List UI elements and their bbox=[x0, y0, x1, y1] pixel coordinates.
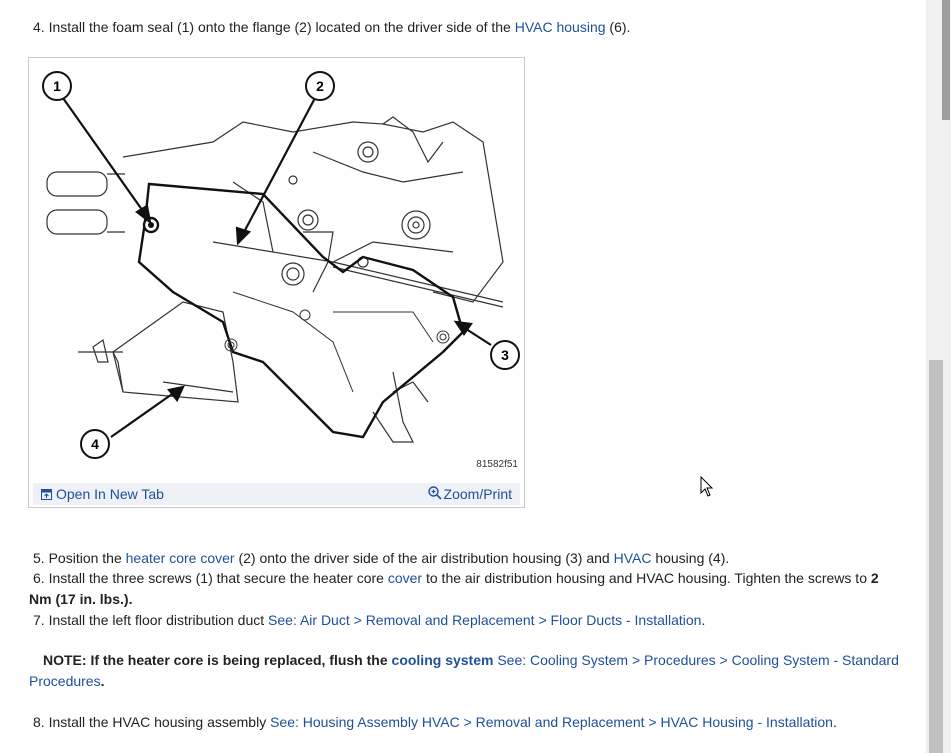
torque-value: 2 bbox=[870, 570, 879, 586]
step-4 bbox=[33, 18, 630, 36]
step-8 bbox=[33, 713, 837, 731]
step-number: 7. bbox=[33, 612, 45, 628]
note-continued bbox=[29, 672, 104, 690]
callout-4 bbox=[81, 430, 109, 458]
note-text: NOTE: If the heater core is being replaced, flush the bbox=[43, 652, 392, 668]
step-text: housing (4). bbox=[651, 550, 730, 566]
step-number: 5. bbox=[33, 550, 45, 566]
step-6 bbox=[33, 569, 879, 587]
air-duct-link[interactable]: See: Air Duct > Removal and Replacement > Floor Ducts - Installation bbox=[268, 612, 702, 628]
cooling-system-procedures-link[interactable]: See: Cooling System > Procedures > Cooling System - Standard bbox=[497, 652, 899, 668]
zoom-print-label: Zoom/Print bbox=[443, 486, 512, 502]
step-6-continued bbox=[29, 590, 132, 608]
step-text: to the air distribution housing and HVAC housing. Tighten the screws to bbox=[422, 570, 871, 586]
step-5 bbox=[33, 549, 729, 567]
callout-2 bbox=[306, 72, 334, 100]
figure-id: 81582f51 bbox=[476, 459, 518, 470]
note-text: . bbox=[100, 673, 105, 689]
step-number: 8. bbox=[33, 714, 45, 730]
callout-3 bbox=[491, 341, 519, 369]
step-7 bbox=[33, 611, 705, 629]
scrollbar-upper bbox=[942, 0, 950, 120]
note bbox=[43, 651, 899, 669]
hvac-link[interactable]: HVAC bbox=[613, 550, 652, 566]
hvac-diagram bbox=[33, 62, 520, 482]
callout-1 bbox=[43, 72, 71, 100]
step-text: . bbox=[701, 612, 706, 628]
step-text: Install the left floor distribution duct bbox=[48, 612, 269, 628]
callout-4-label: 4 bbox=[91, 436, 99, 452]
open-in-new-tab-button[interactable] bbox=[41, 486, 164, 502]
figure-toolbar bbox=[33, 483, 520, 505]
cover-link[interactable]: cover bbox=[387, 570, 423, 586]
torque-value-continued: Nm (17 in. lbs.) bbox=[29, 591, 129, 607]
step-text: Install the HVAC housing assembly bbox=[48, 714, 271, 730]
heater-core-cover-link[interactable]: heater core cover bbox=[125, 550, 235, 566]
open-in-new-tab-icon bbox=[41, 489, 52, 500]
mouse-pointer-icon bbox=[700, 476, 714, 498]
hvac-housing-link[interactable]: HVAC housing bbox=[514, 19, 606, 35]
step-text: Install the foam seal (1) onto the flange (2) located on the driver side of the bbox=[48, 19, 515, 35]
step-number: 6. bbox=[33, 570, 45, 586]
cooling-system-procedures-link-continued[interactable]: Procedures bbox=[29, 673, 101, 689]
magnifier-zoom-icon bbox=[428, 486, 442, 500]
step-text: (6). bbox=[605, 19, 631, 35]
step-number: 4. bbox=[33, 19, 45, 35]
step-text: . bbox=[128, 591, 133, 607]
step-text: Install the three screws (1) that secure the heater core bbox=[48, 570, 388, 586]
open-in-new-tab-label: Open In New Tab bbox=[56, 486, 164, 502]
callout-1-label: 1 bbox=[53, 78, 61, 94]
zoom-print-button[interactable] bbox=[428, 486, 512, 502]
housing-assembly-link[interactable]: See: Housing Assembly HVAC > Removal and Replacement > HVAC Housing - Installation bbox=[270, 714, 833, 730]
figure-illustration[interactable] bbox=[33, 62, 520, 482]
cooling-system-link[interactable]: cooling system bbox=[391, 652, 494, 668]
callout-3-label: 3 bbox=[501, 347, 509, 363]
figure-container bbox=[28, 57, 525, 508]
step-text: Position the bbox=[48, 550, 126, 566]
step-text: . bbox=[832, 714, 837, 730]
step-text: (2) onto the driver side of the air distribution housing (3) and bbox=[234, 550, 614, 566]
callout-2-label: 2 bbox=[316, 78, 324, 94]
scrollbar-thumb[interactable] bbox=[929, 360, 943, 753]
